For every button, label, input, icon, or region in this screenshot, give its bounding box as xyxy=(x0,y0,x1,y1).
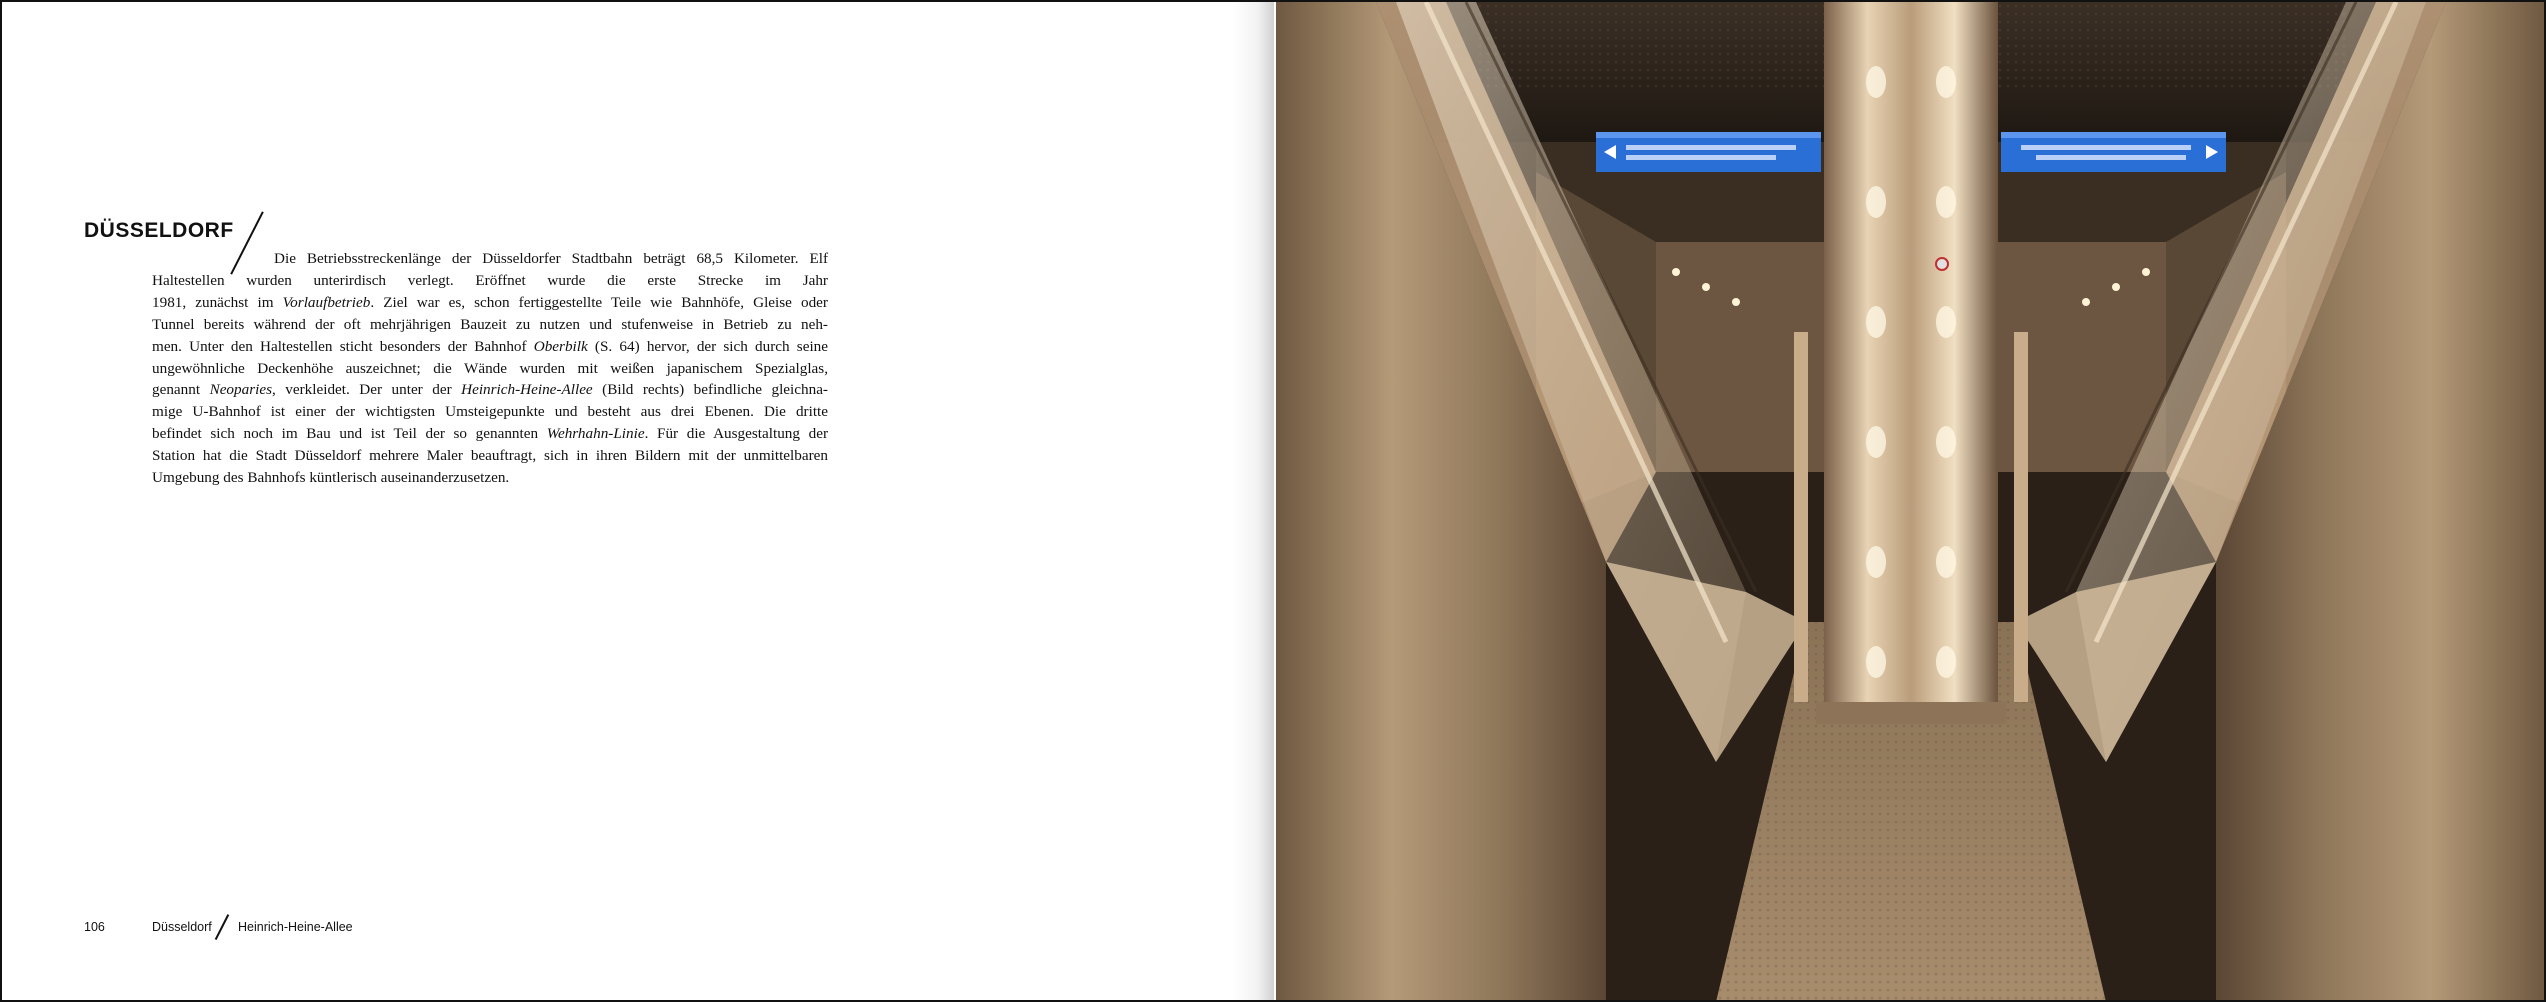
text-run: Station hat die Stadt Düsseldorf mehrere Maler beauftragt, sich in ihren Bildern mit der unmittelbaren xyxy=(152,447,828,465)
station-photo xyxy=(1276,2,2546,1002)
text-run: ungewöhnliche Deckenhöhe auszeichnet; die Wände wurden mit weißen japanischem Spezialglas, xyxy=(152,359,828,377)
paragraph-line xyxy=(152,467,828,489)
text-run: . Ziel war es, schon fertiggestellte Teile wie Bahnhöfe, Gleise oder xyxy=(370,293,828,311)
page-gutter-shadow xyxy=(1232,2,1274,1002)
italic-term: Heinrich-Heine-Allee xyxy=(461,381,593,399)
running-head-section: Düsseldorf xyxy=(152,920,212,934)
paragraph-line xyxy=(152,401,828,423)
text-run: Tunnel bereits während der oft mehrjährigen Bauzeit zu nutzen und stufenweise in Betrieb zu neh- xyxy=(152,315,828,333)
text-run: Umgebung des Bahnhofs küntlerisch auseinanderzusetzen. xyxy=(152,469,510,487)
text-run: Haltestellen wurden unterirdisch verlegt. Eröffnet wurde die erste Strecke im Jahr xyxy=(152,271,828,289)
italic-term: Wehrhahn-Linie xyxy=(546,425,645,443)
italic-term: Vorlaufbetrieb xyxy=(282,293,371,311)
left-page xyxy=(2,2,1274,1002)
text-run: 1981, zunächst im xyxy=(152,293,283,311)
paragraph-line xyxy=(152,270,828,292)
paragraph-line xyxy=(152,336,828,358)
text-run: Die Betriebsstreckenlänge der Düsseldorfer Stadtbahn beträgt 68,5 Kilometer. Elf xyxy=(274,250,828,267)
chapter-heading: DÜSSELDORF xyxy=(84,219,234,242)
text-run: men. Unter den Haltestellen sticht besonders der Bahnhof xyxy=(152,337,534,355)
text-run: genannt xyxy=(152,381,210,399)
running-head-station: Heinrich-Heine-Allee xyxy=(238,920,353,934)
text-run: mige U-Bahnhof ist einer der wichtigsten Umsteigepunkte und besteht aus drei Ebenen. Die dritte xyxy=(152,403,828,421)
paragraph-line xyxy=(152,423,828,445)
paragraph-line xyxy=(152,445,828,467)
page-number: 106 xyxy=(84,920,105,934)
paragraph-line xyxy=(152,314,828,336)
body-paragraph xyxy=(152,248,828,489)
italic-term: Oberbilk xyxy=(533,337,588,355)
paragraph-line xyxy=(152,292,828,314)
text-run: (S. 64) hervor, der sich durch seine xyxy=(587,337,829,355)
italic-term: Neoparies xyxy=(209,381,272,399)
steel-column xyxy=(1824,2,1998,722)
paragraph-line xyxy=(152,379,828,401)
text-run: befindet sich noch im Bau und ist Teil der so genannten xyxy=(152,425,547,443)
running-head-slash xyxy=(215,914,229,940)
text-run: , verkleidet. Der unter der xyxy=(272,381,462,399)
paragraph-line xyxy=(152,358,828,380)
text-run: (Bild rechts) befindliche gleichna- xyxy=(592,381,828,399)
escalator-hall-photo xyxy=(1276,2,2546,1002)
text-run: . Für die Ausgestaltung der xyxy=(644,425,828,443)
paragraph-line xyxy=(152,248,828,270)
